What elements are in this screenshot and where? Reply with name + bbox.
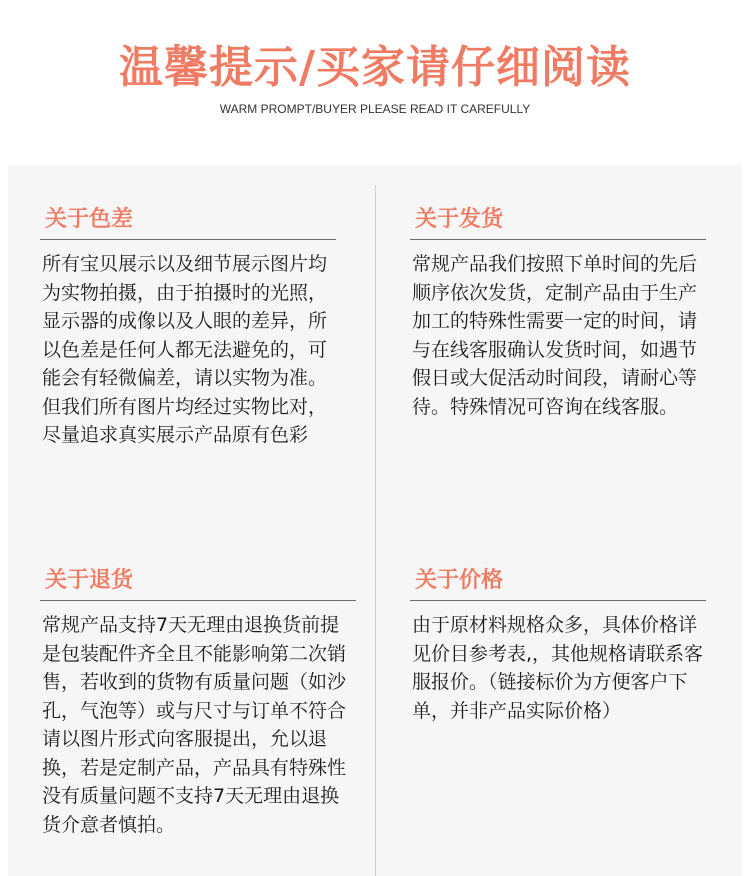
- page-subtitle: WARM PROMPT/BUYER PLEASE READ IT CAREFULLY: [219, 102, 531, 116]
- section-body-shipping: 常规产品我们按照下单时间的先后顺序依次发货，定制产品由于生产加工的特殊性需要一定的时间，请与在线客服确认发货时间，如遇节假日或大促活动时间段，请耐心等待。特殊情况可咨询在线客服。: [412, 253, 698, 418]
- section-color-difference: [40, 205, 336, 450]
- section-returns: [40, 566, 356, 839]
- section-price: [410, 566, 706, 725]
- section-body-returns: 常规产品支持7天无理由退换货前提是包装配件齐全且不能影响第二次销售，若收到的货物有质量问题（如沙孔，气泡等）或与尺寸与订单不符合请以图片形式向客服提出，允以退换，若是定制产品，产品具有特殊性没有质量问题不支持7天无理由退换货介意者慎拍。: [42, 614, 347, 836]
- section-title-price: 关于价格: [410, 566, 706, 601]
- section-shipping: [410, 205, 706, 421]
- section-title-returns: 关于退货: [40, 566, 356, 601]
- page-title: 温馨提示/买家请仔细阅读: [118, 42, 632, 93]
- column-divider: [375, 185, 376, 876]
- section-title-shipping: 关于发货: [410, 205, 706, 240]
- header: [0, 0, 750, 165]
- section-title-color-difference: 关于色差: [40, 205, 336, 240]
- section-body-color-difference: 所有宝贝展示以及细节展示图片均为实物拍摄，由于拍摄时的光照，显示器的成像以及人眼的差异，所以色差是任何人都无法避免的，可能会有轻微偏差，请以实物为准。但我们所有图片均经过实物比对，尽量追求真实展示产品原有色彩: [42, 253, 328, 446]
- section-body-price: 由于原材料规格众多，具体价格详见价目参考表,，其他规格请联系客服报价。（链接标价为方便客户下单，并非产品实际价格）: [412, 614, 704, 722]
